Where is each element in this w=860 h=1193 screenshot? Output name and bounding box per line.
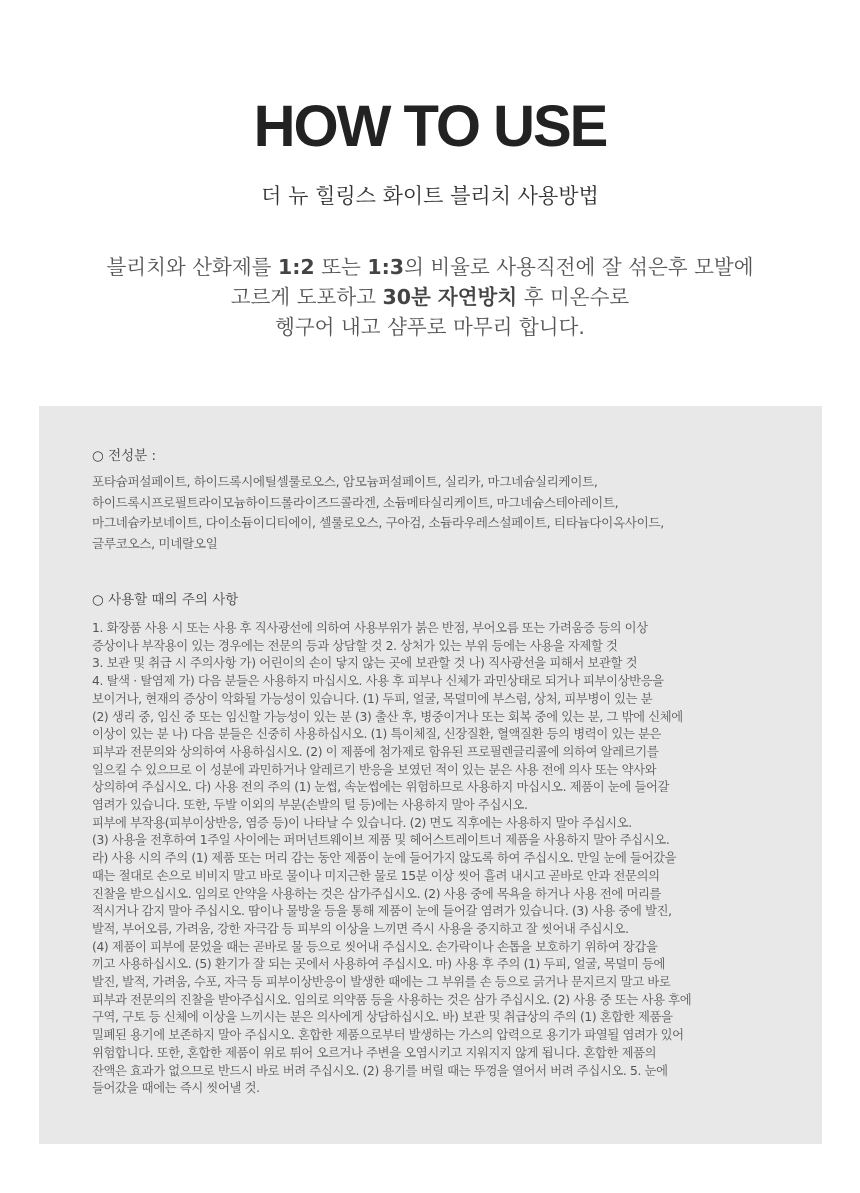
- text-line: (4) 제품이 피부에 묻었을 때는 곧바로 물 등으로 씻어내 주십시오. 손가락이나 손톱을 보호하기 위하여 장갑을: [92, 939, 658, 954]
- text-line: 이상이 있는 분 나) 다음 분들은 신중히 사용하십시오. (1) 특이체질, 신장질환, 혈액질환 등의 병력이 있는 분은: [92, 727, 662, 742]
- text-line: 염려가 있습니다. 또한, 두발 이외의 부분(손발의 털 등)에는 사용하지 말아 주십시오.: [92, 798, 528, 813]
- text-line: 때는 절대로 손으로 비비지 말고 바로 물이나 미지근한 물로 15분 이상 씻어 흘려 내시고 곧바로 안과 전문의의: [92, 868, 660, 883]
- text-line: 들어갔을 때에는 즉시 씻어낼 것.: [92, 1081, 260, 1096]
- text-line: 진찰을 받으십시오. 임의로 안약을 사용하는 것은 삼가주십시오. (2) 사용 중에 목욕을 하거나 사용 전에 머리를: [92, 886, 662, 901]
- instruction-line-1: 블리치와 산화제를 1:2 또는 1:3의 비율로 사용직전에 잘 섞은후 모발에: [106, 255, 754, 279]
- text-line: 피부과 전문의와 상의하여 사용하십시오. (2) 이 제품에 첨가제로 함유된 프로필렌글리콜에 의하여 알레르기를: [92, 744, 659, 759]
- text-line: 3. 보관 및 취급 시 주의사항 가) 어린이의 손이 닿지 않는 곳에 보관할 것 나) 직사광선을 피해서 보관할 것: [92, 656, 638, 671]
- text-line: 피부과 전문의의 진찰을 받아주십시오. 임의로 의약품 등을 사용하는 것은 삼가 주십시오. (2) 사용 중 또는 사용 후에: [92, 992, 692, 1007]
- text-line: 밀폐된 용기에 보존하지 말아 주십시오. 혼합한 제품으로부터 발생하는 가스의 압력으로 용기가 파열될 염려가 있어: [92, 1028, 684, 1043]
- instruction-line-3: 헹구어 내고 샴푸로 마무리 합니다.: [275, 315, 585, 339]
- cautions-text: [92, 620, 792, 1098]
- text-line: 위험합니다. 또한, 혼합한 제품이 위로 튀어 오르거나 주변을 오염시키고 지워지지 않게 됩니다. 혼합한 제품의: [92, 1045, 657, 1060]
- text-line: 잔액은 효과가 없으므로 반드시 바로 버려 주십시오. (2) 용기를 버릴 때는 뚜껑을 열어서 버려 주십시오. 5. 눈에: [92, 1063, 668, 1078]
- info-box: [39, 406, 822, 1144]
- text-line: 하이드록시프로필트라이모늄하이드롤라이즈드콜라겐, 소듐메타실리케이트, 마그네슘스테아레이트,: [92, 494, 619, 510]
- ratio-1-3: 1:3: [367, 255, 405, 279]
- page-subtitle: 더 뉴 힐링스 화이트 블리치 사용방법: [261, 184, 599, 208]
- text-line: (2) 생리 중, 임신 중 또는 임신할 가능성이 있는 분 (3) 출산 후, 병중이거나 또는 회복 중에 있는 분, 그 밖에 신체에: [92, 709, 683, 724]
- text-line: 적시거나 감지 말아 주십시오. 땀이나 물방울 등을 통해 제품이 눈에 들어갈 염려가 있습니다. (3) 사용 중에 발진,: [92, 904, 672, 919]
- page-title: HOW TO USE: [253, 94, 607, 159]
- cautions-heading: ○ 사용할 때의 주의 사항: [92, 592, 239, 608]
- text-line: 발진, 발적, 가려움, 수포, 자극 등 피부이상반응이 발생한 때에는 그 부위를 손 등으로 긁거나 문지르지 말고 바로: [92, 975, 671, 990]
- text-line: 상의하여 주십시오. 다) 사용 전의 주의 (1) 눈썹, 속눈썹에는 위험하므로 사용하지 마십시오. 제품이 눈에 들어갈: [92, 780, 670, 795]
- text-line: 끼고 사용하십시오. (5) 환기가 잘 되는 곳에서 사용하여 주십시오. 마) 사용 후 주의 (1) 두피, 얼굴, 목덜미 등에: [92, 957, 666, 972]
- wait-time: 30분 자연방치: [382, 285, 518, 309]
- text-line: 포타슘퍼설페이트, 하이드록시에틸셀룰로오스, 암모늄퍼설페이트, 실리카, 마그네슘실리케이트,: [92, 474, 598, 489]
- ingredients-list: [92, 472, 792, 554]
- ratio-1-2: 1:2: [277, 255, 315, 279]
- usage-instructions: [0, 252, 860, 342]
- text-line: 라) 사용 시의 주의 (1) 제품 또는 머리 감는 동안 제품이 눈에 들어가지 않도록 하여 주십시오. 만일 눈에 들어갔을: [92, 851, 677, 866]
- text-line: 글루코오스, 미네랄오일: [92, 535, 218, 551]
- text-line: 1. 화장품 사용 시 또는 사용 후 직사광선에 의하여 사용부위가 붉은 반점, 부어오름 또는 가려움증 등의 이상: [92, 621, 648, 635]
- text-line: 피부에 부작용(피부이상반응, 염증 등)이 나타날 수 있습니다. (2) 면도 직후에는 사용하지 말아 주십시오.: [92, 815, 632, 830]
- instruction-line-2: 고르게 도포하고 30분 자연방치 후 미온수로: [230, 285, 630, 309]
- text-line: 발적, 부어오름, 가려움, 강한 자극감 등 피부의 이상을 느끼면 즉시 사용을 중지하고 잘 씻어내 주십시오.: [92, 921, 629, 936]
- text-line: 증상이나 부작용이 있는 경우에는 전문의 등과 상담할 것 2. 상처가 있는 부위 등에는 사용을 자제할 것: [92, 638, 618, 653]
- text-line: (3) 사용을 전후하여 1주일 사이에는 퍼머넌트웨이브 제품 및 헤어스트레이트너 제품을 사용하지 말아 주십시오.: [92, 833, 670, 848]
- text-line: 구역, 구토 등 신체에 이상을 느끼시는 분은 의사에게 상담하십시오. 바) 보관 및 취급상의 주의 (1) 혼합한 제품을: [92, 1010, 673, 1025]
- text-line: 보이거나, 현재의 증상이 악화될 가능성이 있습니다. (1) 두피, 얼굴, 목덜미에 부스럼, 상처, 피부병이 있는 분: [92, 691, 653, 706]
- text-line: 마그네슘카보네이트, 다이소듐이디티에이, 셀룰로오스, 구아검, 소듐라우레스설페이트, 티타늄다이옥사이드,: [92, 515, 664, 530]
- text-line: 4. 탈색 · 탈염제 가) 다음 분들은 사용하지 마십시오. 사용 후 피부나 신체가 과민상태로 되거나 피부이상반응을: [92, 674, 664, 689]
- ingredients-heading: ○ 전성분 :: [92, 448, 157, 464]
- text-line: 일으킬 수 있으므로 이 성분에 과민하거나 알레르기 반응을 보였던 적이 있는 분은 사용 전에 의사 또는 약사와: [92, 762, 657, 777]
